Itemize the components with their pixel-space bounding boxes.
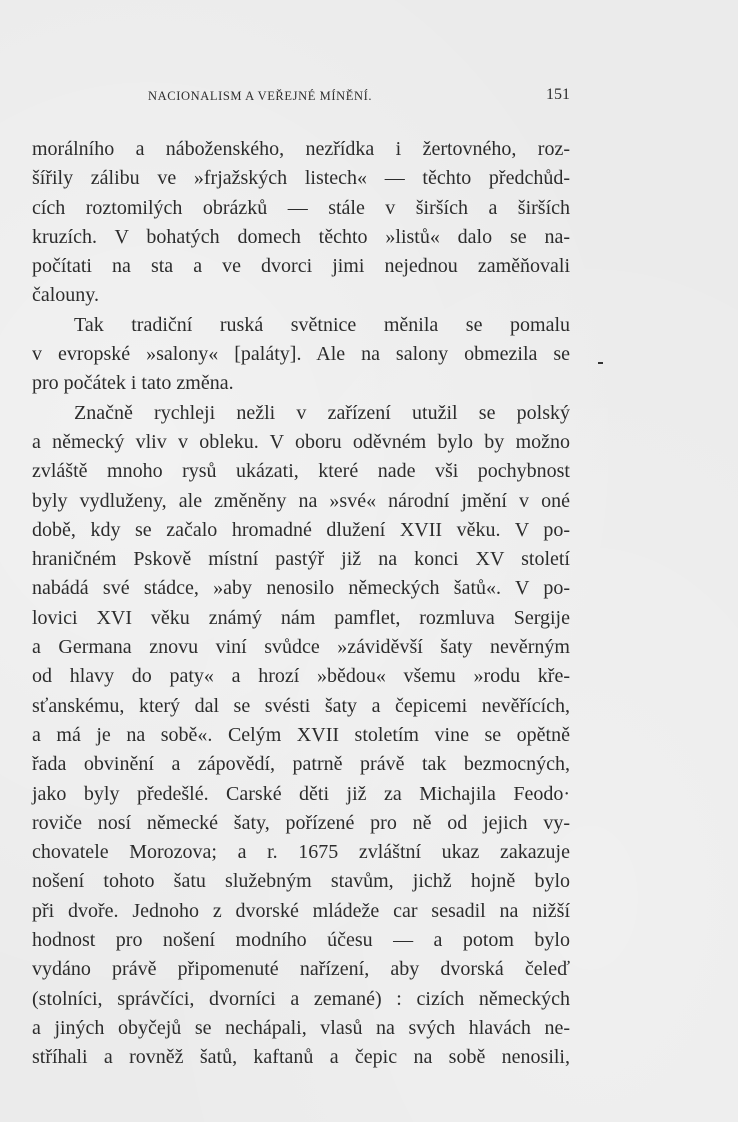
page-number: 151 [546, 86, 570, 103]
running-title: NACIONALISM A VEŘEJNÉ MÍNĚNÍ. [148, 89, 373, 103]
text-line: hodnost pro nošení modního účesu — a potom bylo [32, 929, 570, 952]
text-line: jako byly předešlé. Carské děti již za Michajila Feodo· [32, 782, 570, 805]
text-line: (stolníci, správčíci, dvorníci a zemané) : cizích německých [32, 987, 570, 1010]
text-line: lovici XVI věku známý nám pamflet, rozmluva Sergije [32, 606, 570, 629]
text-line: stříhali a rovněž šatů, kaftanů a čepic na sobě nenosili, [32, 1046, 570, 1069]
text-line: morálního a náboženského, nezřídka i žertovného, roz- [32, 138, 570, 160]
text-line: řada obvinění a zápovědí, patrně právě tak bezmocných, [32, 753, 570, 776]
text-line: pro počátek i tato změna. [32, 372, 234, 395]
text-line: kruzích. V bohatých domech těchto »listů« dalo se na- [32, 225, 570, 248]
text-line: a Germana znovu viní svůdce »záviděvší šaty nevěrným [32, 636, 570, 659]
text-line: cích roztomilých obrázků — stále v širších a širších [32, 196, 570, 219]
text-line: v evropské »salony« [paláty]. Ale na salony obmezila se [32, 343, 570, 366]
text-line: sťanskému, který dal se svésti šaty a čepicemi nevěřících, [32, 694, 570, 717]
text-line: nabádá své stádce, »aby nenosilo německých šatů«. V po- [32, 577, 570, 600]
margin-mark [598, 362, 603, 364]
text-line: chovatele Morozova; a r. 1675 zvláštní ukaz zakazuje [32, 841, 570, 864]
text-line: počítati na sta a ve dvorci jimi nejednou zaměňovali [32, 255, 570, 278]
text-line: byly vydluženy, ale změněny na »své« národní jmění v oné [32, 489, 570, 512]
text-line: zvláště mnoho rysů ukázati, které nade vši pochybnost [32, 460, 570, 483]
paragraph-start-line: Tak tradiční ruská světnice měnila se pomalu [74, 313, 570, 336]
text-line: při dvoře. Jednoho z dvorské mládeže car sesadil na nižší [32, 899, 570, 922]
text-line: vydáno právě připomenuté nařízení, aby dvorská čeleď [32, 958, 570, 981]
text-line: době, kdy se začalo hromadné dlužení XVII věku. V po- [32, 518, 570, 541]
text-line: čalouny. [32, 284, 100, 307]
text-line: a jiných obyčejů se nechápali, vlasů na svých hlavách ne- [32, 1016, 570, 1039]
paragraph-start-line: Značně rychleji nežli v zařízení utužil se polský [74, 401, 570, 424]
text-line: nošení tohoto šatu služebným stavům, jichž hojně bylo [32, 870, 570, 893]
text-line: od hlavy do paty« a hrozí »bědou« všemu »rodu kře- [32, 665, 570, 688]
text-line: šířily zálibu ve »frjažských listech« — těchto předchůd- [32, 167, 570, 190]
running-head [148, 86, 570, 106]
text-line: a má je na sobě«. Celým XVII stoletím vine se opětně [32, 723, 570, 746]
text-line: roviče nosí německé šaty, pořízené pro ně od jejich vy- [32, 811, 570, 834]
body-text [32, 135, 570, 1073]
text-line: a německý vliv v obleku. V oboru oděvném bylo by možno [32, 430, 570, 453]
text-line: hraničném Pskově místní pastýř již na konci XV století [32, 548, 570, 571]
